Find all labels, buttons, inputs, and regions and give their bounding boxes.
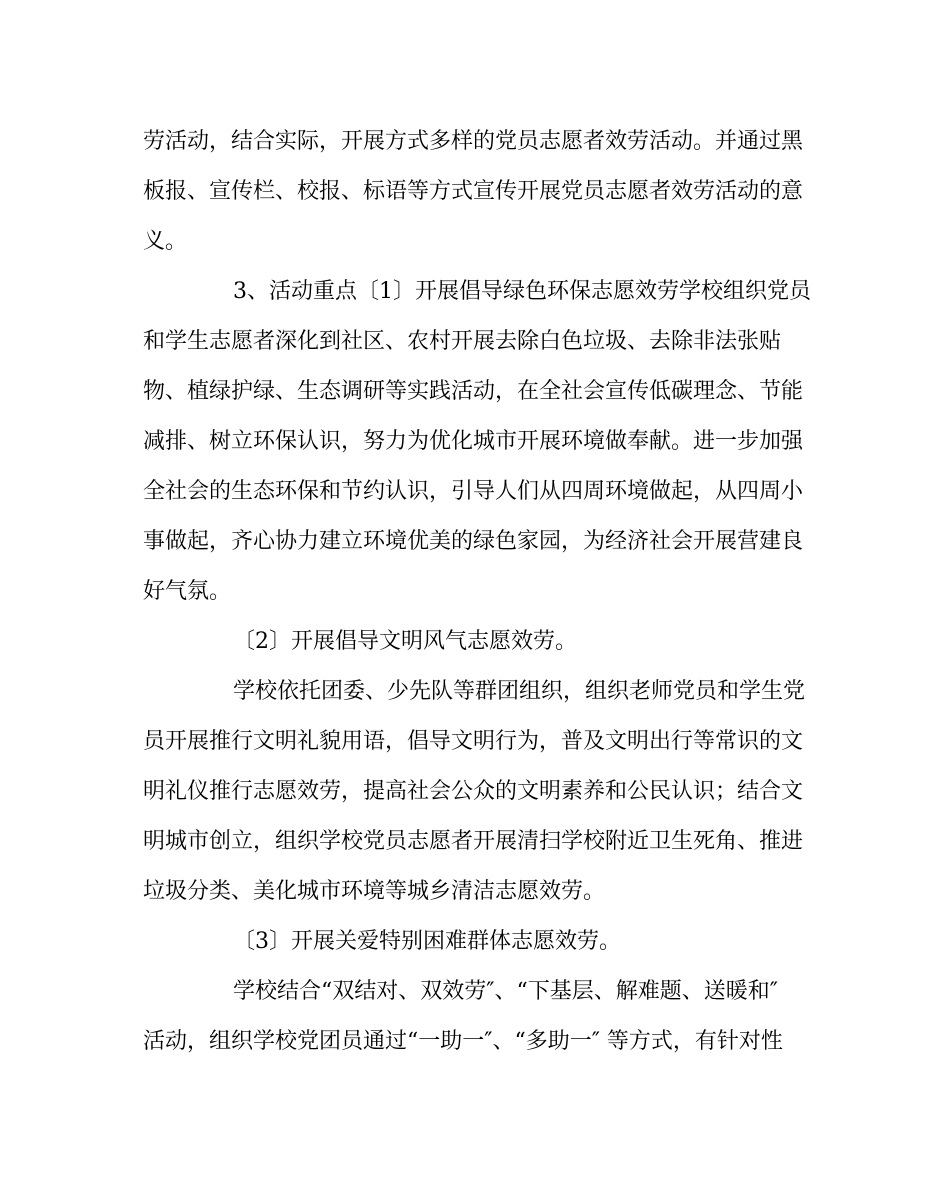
paragraph-line: 物、植绿护绿、生态调研等实践活动，在全社会宣传低碳理念、节能: [143, 379, 804, 404]
paragraph-line: 学校结合“双结对、双效劳″、“下基层、解难题、送暖和″: [233, 979, 778, 1004]
section-heading: 〔2〕开展倡导文明风气志愿效劳。: [233, 629, 577, 654]
paragraph-line: 事做起，齐心协力建立环境优美的绿色家园，为经济社会开展营建良: [143, 529, 804, 554]
paragraph-line: 学校依托团委、少先队等群团组织，组织老师党员和学生党: [233, 679, 806, 704]
paragraph-line: 明城市创立，组织学校党员志愿者开展清扫学校附近卫生死角、推进: [143, 829, 804, 854]
paragraph-line: 员开展推行文明礼貌用语，倡导文明行为，普及文明出行等常识的文: [143, 729, 804, 754]
paragraph-line: 垃圾分类、美化城市环境等城乡清洁志愿效劳。: [143, 879, 606, 904]
paragraph-line: 义。: [143, 229, 188, 254]
paragraph-line: 劳活动，结合实际，开展方式多样的党员志愿者效劳活动。并通过黑: [143, 129, 804, 154]
paragraph-line: 和学生志愿者深化到社区、农村开展去除白色垃圾、去除非法张贴: [143, 329, 782, 354]
paragraph-line: 明礼仪推行志愿效劳，提高社会公众的文明素养和公民认识；结合文: [143, 779, 804, 804]
section-heading: 〔3〕开展关爱特别困难群体志愿效劳。: [233, 929, 621, 954]
paragraph-line: 活动，组织学校党团员通过“一助一″、“多助一″ 等方式，有针对性: [143, 1029, 783, 1054]
paragraph-line: 3、活动重点〔1〕开展倡导绿色环保志愿效劳学校组织党员: [233, 279, 811, 304]
paragraph-line: 减排、树立环保认识，努力为优化城市开展环境做奉献。进一步加强: [143, 429, 804, 454]
paragraph-line: 好气氛。: [143, 579, 232, 604]
paragraph-line: 板报、宣传栏、校报、标语等方式宣传开展党员志愿者效劳活动的意: [143, 179, 804, 204]
paragraph-line: 全社会的生态环保和节约认识，引导人们从四周环境做起，从四周小: [143, 479, 804, 504]
